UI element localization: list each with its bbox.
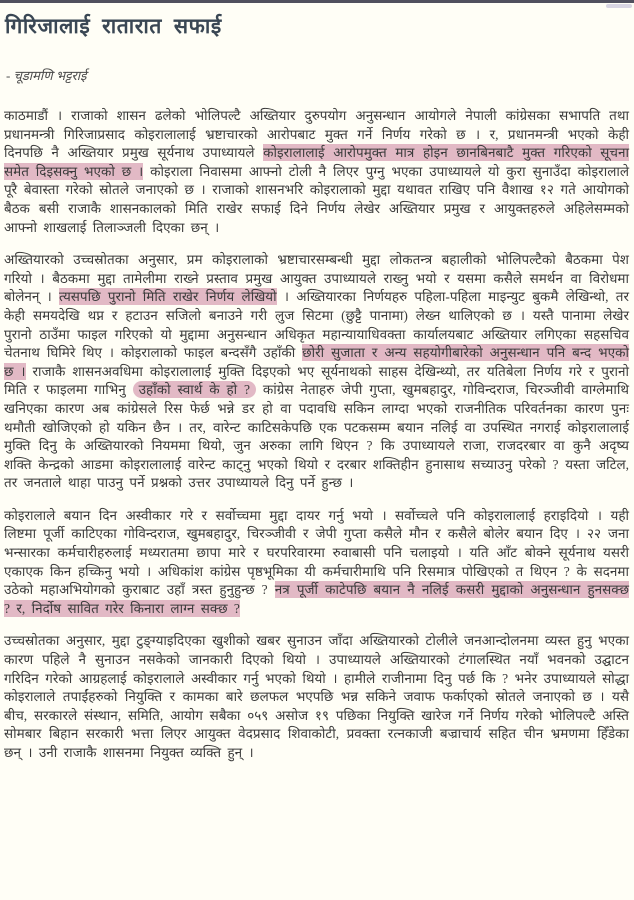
- article-title: गिरिजालाई रातारात सफाई: [5, 14, 222, 38]
- body-text: । अख्तियारका निर्णयहरु पहिला-पहिला माइन्युट बुकमै लेखिन्थो, तर केही समयदेखि थप्न र हटाउन सजिलो बनाउने गरी लुज सिटमा (छुट्टै पानामा) लेख्न थालिएको छ । यस्तै पानामा लेखेर पुरानो ठाउँमा फाइल गरिएको यो मुद्दामा अनुसन्धान अधिकृत महान्यायाधिवक्ता कार्यालयबाट अख्तियार लगिएका सहसचिव चेतनाथ घिमिरे थिए । कोइरालाको फाइल बन्दसँगै उहाँकी: [4, 289, 629, 361]
- paragraph: [4, 507, 629, 619]
- paragraph: [4, 107, 629, 237]
- highlighted-text: कोइरालालाई आरोपमुक्त मात्र होइन छानबिनबाटै मुक्त गरिएको सूचना समेत दिइसक्नु भएको छ ।: [4, 145, 629, 179]
- window-top-border: [0, 0, 634, 3]
- article-body: [4, 107, 629, 763]
- body-text: काठमाडौं । राजाको शासन ढलेको भोलिपल्टै अख्तियार दुरुपयोग अनुसन्धान आयोगले नेपाली कांग्रेसका सभापति तथा प्रधानमन्त्री गिरिजाप्रसाद कोइरालालाई भ्रष्टाचारको आरोपबाट मुक्त गर्ने निर्णय गरेको छ । र, प्रधानमन्त्री भएको केही दिनपछि नै अख्तियार प्रमुख सूर्यनाथ उपाध्यायले: [4, 108, 629, 161]
- paragraph: [4, 632, 629, 762]
- scrollbar-fragment[interactable]: [606, 4, 632, 8]
- body-text: कांग्रेस नेताहरु जेपी गुप्ता, खुमबहादुर, गोविन्दराज, चिरञ्जीवी वाग्लेमाथि खनिएका कारण अब कांग्रेसले रिस फेर्छ भन्ने डर हो वा पदावधि सकिन लाग्दा भएको राजनीतिक परिवर्तनका कारण पुनः थमौती खोजिएको हो यकिन छैन । तर, वारेन्ट काटिसकेपछि एक पटकसम्म बयान नलिई वा उपस्थित नगराई कोइरालालाई मुक्ति दिनु के अख्तियारको नियममा थियो, जुन अरुका लागि थिएन ? कि उपाध्यायले राजा, राजदरबार वा कुनै अदृष्य शक्ति केन्द्रको आडमा कोइरालालाई वारेन्ट काट्नु भएको थियो र दरबार शक्तिहीन हुनासाथ सच्याउनु परेको ? यस्ता जटिल, तर जनताले थाहा पाउनु पर्ने प्रश्नको उत्तर उपाध्यायले दिनु पर्ने हुन्छ ।: [4, 382, 629, 491]
- highlighted-text: छोरी सुजाता र अन्य सहयोगीबारेको अनुसन्धान पनि बन्द भएको छ ।: [4, 345, 629, 379]
- body-text: राजाकै शासनअवधिमा कोइरालालाई मुक्ति दिइएको भए सूर्यनाथको साहस देखिन्थ्यो, तर यतिबेला निर्णय गरे र पुरानो मिति र फाइलमा गाभिनु: [4, 363, 629, 398]
- highlighted-text-pill: उहाँको स्वार्थ के हो ?: [133, 381, 256, 398]
- highlighted-text: नत्र पूर्जी काटेपछि बयान नै नलिई कसरी मुद्दाको अनुसन्धान हुनसक्छ ? र, निर्दोष सावित गरेर किनारा लाग्न सक्छ ?: [4, 582, 629, 616]
- body-text: कोइरालाले बयान दिन अस्वीकार गरे र सर्वोच्चमा मुद्दा दायर गर्नु भयो । सर्वोच्चले पनि कोइरालालाई हराइदियो । यही लिष्टमा पूर्जी काटिएका गोविन्दराज, खुमबहादुर, चिरञ्जीवी र जेपी गुप्ता कसैले मौन र कसैले बोलेर बयान दिए । २२ जना भन्सारका कर्मचारीहरुलाई मध्यरातमा छापा मारे र घरपरिवारमा रुवाबासी पनि चलाइयो । यति आँट बोक्ने सूर्यनाथ यसरी एकाएक किन हच्किनु भयो । अधिकांश कांग्रेस पृष्ठभूमिका यी कर्मचारीमाथि पनि रिसमात्र पोखिएको त थिएन ? के सदनमा उठेको महाअभियोगको कुराबाट उहाँ त्रस्त हुनुहुन्छ ?: [4, 507, 629, 598]
- body-text: उच्चस्रोतका अनुसार, मुद्दा टुङ्ग्याइदिएका खुशीको खबर सुनाउन जाँदा अख्तियारको टोलीले जनआन्दोलनमा व्यस्त हुनु भएका कारण पहिले नै सुनाउन नसकेको जानकारी दिएको थियो । उपाध्यायले अख्तियारको टंगालस्थित नयाँ भवनको उद्घाटन गरिदिन गरेको आग्रहलाई कोइरालाले अस्वीकार गर्नु भएको थियो । हामीले राजीनामा दिनु पर्छ कि ? भनेर उपाध्यायले सोद्धा कोइरालाले तपाईंहरुको नियुक्ति र कामका बारे छलफल भएपछि भन्न सकिने जवाफ फर्काएको स्रोतले जनाएको छ । यसै बीच, सरकारले संस्थान, समिति, आयोग सबैका ०५९ असोज १९ पछिका नियुक्ति खारेज गर्ने निर्णय गरेको भोलिपल्टै अस्ति सोमबार बिहान सरकारी भत्ता लिएर आयुक्त वेदप्रसाद शिवाकोटी, प्रवक्ता रत्नकाजी बज्राचार्य सहित चीन भ्रमणमा हिँडेका छन् । उनी राजाकै शासनमा नियुक्त व्यक्ति हुन् ।: [4, 633, 629, 760]
- highlighted-text: त्यसपछि पुरानो मिति राखेर निर्णय लेखियो: [59, 289, 277, 305]
- body-text: कोइराला निवासमा आफ्नो टोली नै लिएर पुग्नु भएका उपाध्यायले यो कुरा सुनाउँदा कोइरालाले पूरै बेवास्ता गरेको स्रोतले जनाएको छ । राजाको शासनभरि कोइरालाको मुद्दा यथावत राखिए पनि वैशाख १२ गते आयोगको बैठक बसी राजाकै शासनकालको मिति राखेर सफाई दिने निर्णय लेखेर अख्तियार प्रमुख र आयुक्तहरुले अहिलेसम्मको आफ्नो शाखलाई तिलाञ्जली दिएका छन् ।: [4, 163, 629, 235]
- body-text: अख्तियारको उच्चस्रोतका अनुसार, प्रम कोइरालाको भ्रष्टाचारसम्बन्धी मुद्दा लोकतन्त्र बहालीको भोलिपल्टैको बैठकमा पेश गरियो । बैठकमा मुद्दा तामेलीमा राख्ने प्रस्ताव प्रमुख आयुक्त उपाध्यायले राख्नु भयो र यसमा कसैले समर्थन वा विरोधमा बोलेनन् ।: [4, 252, 629, 305]
- article-byline: - चूडामणि भट्टराई: [6, 68, 87, 83]
- paragraph: [4, 251, 629, 493]
